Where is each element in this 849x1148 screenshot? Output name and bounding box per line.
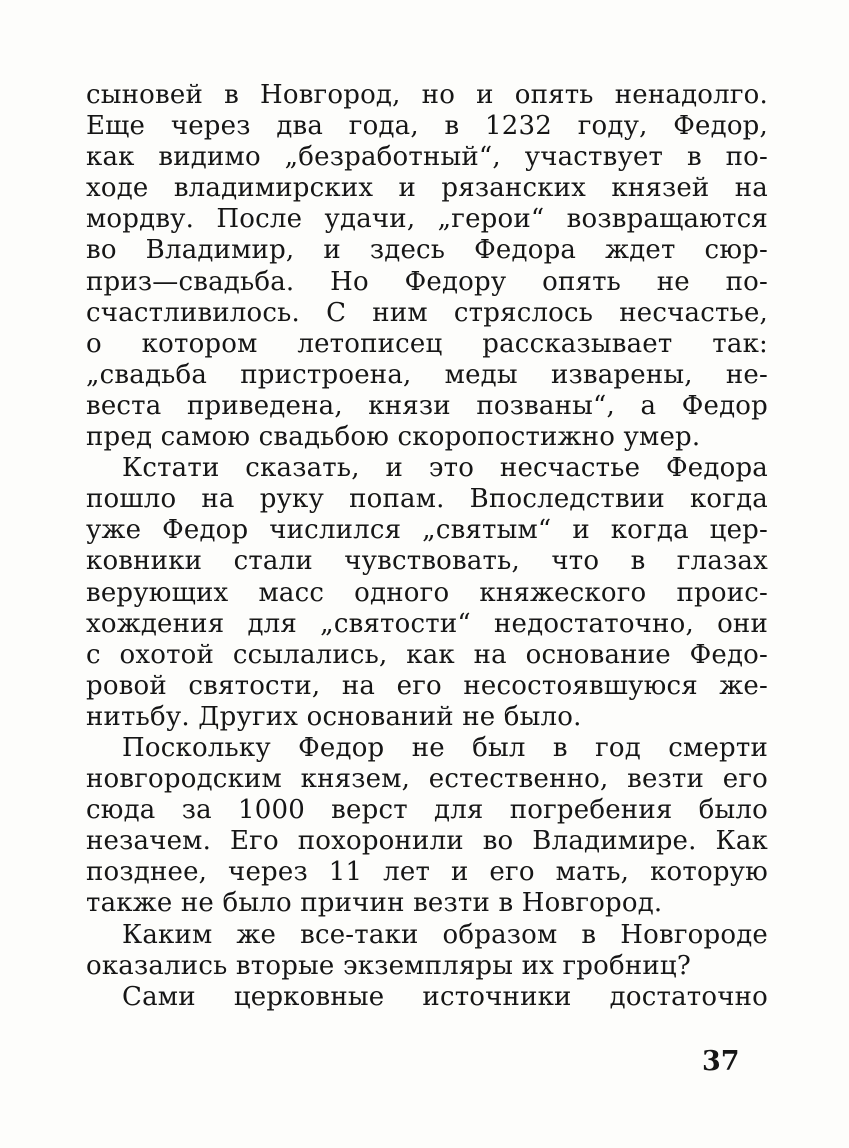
text-line: с охотой ссылались, как на основание Федо- (86, 639, 768, 670)
text-line: пред самою свадьбою скоропостижно умер. (86, 422, 701, 453)
text-line: Сами церковные источники достаточно (122, 981, 768, 1012)
text-line: новгородским князем, естественно, везти его (86, 764, 768, 795)
text-line: мордву. После удачи, „герои“ возвращаются (86, 204, 768, 235)
text-line: как видимо „безработный“, участвует в по- (86, 142, 768, 173)
text-line: ковники стали чувствовать, что в глазах (86, 546, 768, 577)
text-line: „свадьба пристроена, меды изварены, не- (86, 359, 768, 390)
text-line: Кстати сказать, и это несчастье Федора (122, 453, 768, 484)
text-line: о котором летописец рассказывает так: (86, 328, 768, 359)
text-line: счастливилось. С ним стряслось несчастье, (86, 297, 768, 328)
text-line: также не было причин везти в Новгород. (86, 888, 663, 919)
text-line: ровой святости, на его несостоявшуюся же- (86, 670, 768, 701)
text-line: позднее, через 11 лет и его мать, которую (86, 857, 768, 888)
text-line: во Владимир, и здесь Федора ждет сюр- (86, 235, 768, 266)
text-line: сыновей в Новгород, но и опять ненадолго. (86, 80, 768, 110)
text-line: верующих масс одного княжеского проис- (86, 577, 768, 608)
page-number: 37 (702, 1046, 740, 1077)
text-line: хождения для „святости“ недостаточно, они (86, 608, 768, 639)
text-line: пошло на руку попам. Впоследствии когда (86, 484, 768, 515)
text-line: сюда за 1000 верст для погребения было (86, 795, 768, 826)
text-line: уже Федор числился „святым“ и когда цер- (86, 515, 768, 546)
text-line: Каким же все-таки образом в Новгороде (122, 919, 768, 950)
text-line: ходе владимирских и рязанских князей на (86, 173, 768, 204)
text-line: незачем. Его похоронили во Владимире. Как (86, 826, 768, 857)
text-line: нитьбу. Других оснований не было. (86, 701, 582, 732)
body-text (86, 80, 768, 1013)
text-line: Еще через два года, в 1232 году, Федор, (86, 111, 768, 142)
text-line: веста приведена, князи позваны“, а Федор (86, 390, 768, 421)
text-line: приз—свадьба. Но Федору опять не по- (86, 266, 768, 297)
text-line: оказались вторые экземпляры их гробниц? (86, 950, 691, 981)
text-line: Поскольку Федор не был в год смерти (122, 732, 768, 763)
